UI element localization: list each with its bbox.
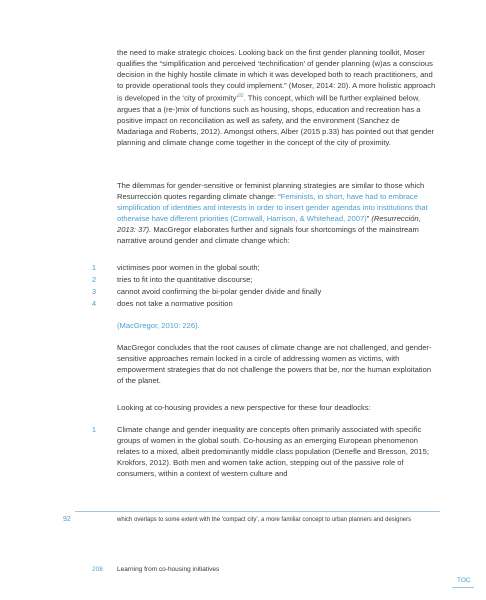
block-citation: (MacGregor, 2010: 226). [117, 321, 200, 330]
list-number: 2 [91, 275, 97, 284]
page-number: 208 [92, 566, 103, 573]
footnote-text: which overlaps to some extent with the ‘compact city’, a more familiar concept to urban planners and designers [117, 517, 412, 523]
toc-underline [452, 587, 474, 588]
body-paragraph-4: Looking at co-housing provides a new perspective for these four deadlocks: [117, 403, 371, 412]
deadlock-item-1: Climate change and gender inequality are concepts often primarily associated with specific groups of women in the global south. Co-housing as an emerging European phenomenon relates to a mixed, albeit predominantly middle class population (Denefle and Bresson, 2015; Krokfors, 2012). Both men and women take action, stepping out of the passive role of consumers, within a context of western culture and [117, 425, 429, 478]
list-number: 4 [91, 299, 97, 308]
list-item: victimises poor women in the global south; [117, 263, 260, 272]
footnote-divider [75, 511, 440, 512]
footnote-reference[interactable]: 92 [238, 93, 244, 99]
list-item: tries to fit into the quantitative discourse; [117, 275, 253, 284]
body-paragraph-2: The dilemmas for gender-sensitive or feminist planning strategies are similar to those which Resurrección quotes regarding climate change: “Feminists, in short, have had to embrace simplification of identities and interests in order to insert gender agendas into institutions that otherwise have different priorities (Cornwall, Harrison, & Whitehead, 2007)” (Resurrección, 2013: 37). MacGregor elaborates further and signals four shortcomings of the mainstream narrative around gender and climate change which: [117, 181, 428, 245]
quote-text: Feminists, in short, have had to embrace simplification of identities and interests in order to insert gender agendas into institutions that otherwise have different priorities (Cornwall, Harrison, & Whitehead, 2007) [117, 192, 428, 223]
list-number: 1 [91, 425, 97, 434]
list-number: 3 [91, 287, 97, 296]
toc-link[interactable]: TOC [457, 577, 471, 584]
list-item: cannot avoid confirming the bi-polar gender divide and finally [117, 287, 322, 296]
footnote-number: 92 [63, 516, 71, 523]
inline-citation: (Resurrección, 2013: 37). [117, 214, 421, 234]
body-paragraph-3: MacGregor concludes that the root causes of climate change are not challenged, and gender-sensitive approaches remain locked in a circle of addressing women as victims, with empowerment strategies that do not challenge the powers that be, nor the human exploitation of the planet. [117, 343, 432, 385]
body-paragraph-1: the need to make strategic choices. Looking back on the first gender planning toolkit, Moser qualifies the “simplification and perceived ‘technification’ of gender planning (w)as a conscious decision in the highly hostile climate in which it was developed both to reach practitioners, and to provide operational tools they could implement.” (Moser, 2014: 20). A more holistic approach is developed in the ‘city of proximity’$^{92}$. This concept, which will be further explained below, argues that a (re-)mix of functions such as housing, shops, education and recreation has a positive impact on reconciliation as well as safety, and the environment (Sanchez de Madariaga and Roberts, 2012). Amongst others, Alber (2015 p.33) has pointed out that gender planning and climate change come together in the concept of the city of proximity. [117, 48, 436, 147]
list-number: 1 [91, 263, 97, 272]
running-head: Learning from co-housing initiatives [117, 566, 220, 573]
list-item: does not take a normative position [117, 299, 233, 308]
